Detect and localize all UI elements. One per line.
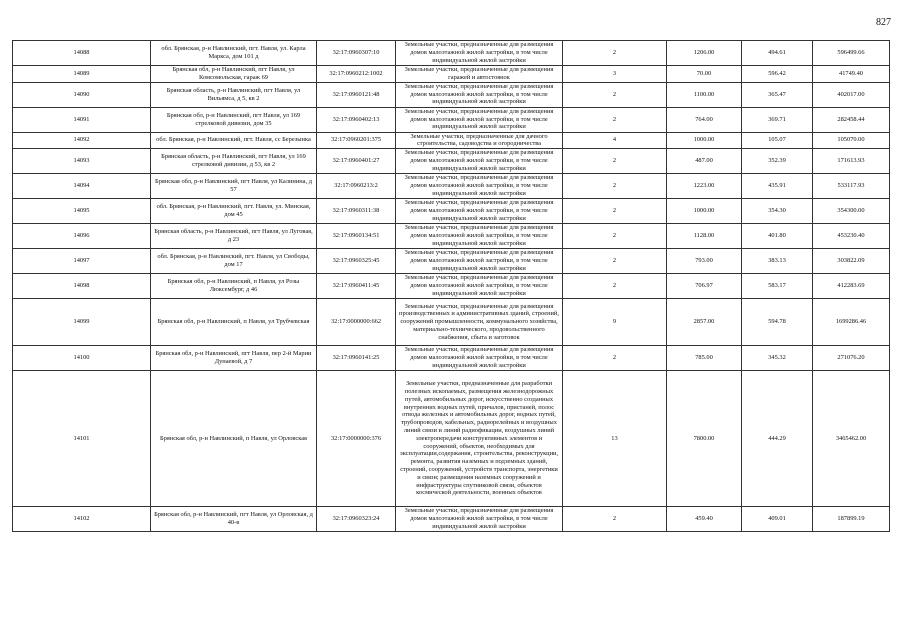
area-cell: 7800.00 <box>667 371 742 507</box>
row-number: 14096 <box>13 224 151 249</box>
specific-value-cell: 435.91 <box>742 174 813 199</box>
cadastral-number-cell: 32:17:0000000:376 <box>317 371 396 507</box>
cadastral-value-cell: 303822.09 <box>813 249 890 274</box>
land-use-purpose-cell: Земельные участки, предназначенные для размещения домов малоэтажной жилой застройки, в том числе индивидуальной жилой застройки <box>396 507 563 532</box>
specific-value-cell: 494.61 <box>742 41 813 66</box>
cadastral-value-cell: 402017.00 <box>813 82 890 107</box>
specific-value-cell: 354.30 <box>742 199 813 224</box>
address-cell: Брянская обл, р-н Навлинский, пгт Навля, ул 169 стрелковой дивизии, дом 35 <box>151 107 317 132</box>
specific-value-cell: 105.07 <box>742 132 813 149</box>
cadastral-number-cell: 32:17:0960411:45 <box>317 274 396 299</box>
group-code-cell: 2 <box>563 224 667 249</box>
group-code-cell: 2 <box>563 199 667 224</box>
row-number: 14101 <box>13 371 151 507</box>
table-row <box>13 174 890 199</box>
table-row <box>13 107 890 132</box>
area-cell: 785.00 <box>667 346 742 371</box>
land-use-purpose-cell: Земельные участки, предназначенные для размещения домов малоэтажной жилой застройки, в том числе индивидуальной жилой застройки <box>396 224 563 249</box>
address-cell: Брянская обл, р-н Навлинский, п Навля, ул Трубчевская <box>151 299 317 346</box>
cadastral-value-cell: 41749.40 <box>813 66 890 83</box>
cadastral-value-cell: 3465462.00 <box>813 371 890 507</box>
group-code-cell: 2 <box>563 249 667 274</box>
area-cell: 2857.00 <box>667 299 742 346</box>
cadastral-value-cell: 271076.20 <box>813 346 890 371</box>
specific-value-cell: 444.29 <box>742 371 813 507</box>
area-cell: 1100.00 <box>667 82 742 107</box>
address-cell: обл. Брянская, р-н Навлинский, пгт. Навля, ул. Минская, дом 45 <box>151 199 317 224</box>
land-use-purpose-cell: Земельные участки, предназначенные для размещения домов малоэтажной жилой застройки, в том числе индивидуальной жилой застройки <box>396 41 563 66</box>
cadastral-number-cell: 32:17:0960323:24 <box>317 507 396 532</box>
cadastral-value-cell: 533117.93 <box>813 174 890 199</box>
table-row <box>13 299 890 346</box>
table-row <box>13 199 890 224</box>
table-row <box>13 346 890 371</box>
specific-value-cell: 345.32 <box>742 346 813 371</box>
cadastral-value-cell: 105070.00 <box>813 132 890 149</box>
address-cell: Брянская обл, р-н Навлинский, пгт Навля, пер 2-й Марии Дунаевой, д 7 <box>151 346 317 371</box>
cadastral-number-cell: 32:17:0960121:48 <box>317 82 396 107</box>
land-use-purpose-cell: Земельные участки, предназначенные для размещения гаражей и автостоянок <box>396 66 563 83</box>
land-use-purpose-cell: Земельные участки, предназначенные для размещения домов малоэтажной жилой застройки, в том числе индивидуальной жилой застройки <box>396 249 563 274</box>
land-use-purpose-cell: Земельные участки, предназначенные для размещения домов малоэтажной жилой застройки, в том числе индивидуальной жилой застройки <box>396 149 563 174</box>
cadastral-number-cell: 32:17:0960134:51 <box>317 224 396 249</box>
row-number: 14102 <box>13 507 151 532</box>
table-row <box>13 224 890 249</box>
specific-value-cell: 383.13 <box>742 249 813 274</box>
cadastral-value-cell: 596499.66 <box>813 41 890 66</box>
page-number: 827 <box>876 17 891 28</box>
land-use-purpose-cell: Земельные участки, предназначенные для размещения домов малоэтажной жилой застройки, в том числе индивидуальной жилой застройки <box>396 174 563 199</box>
area-cell: 70.00 <box>667 66 742 83</box>
address-cell: Брянская обл, р-н Навлинский, пгт Навля, ул Комсомольская, гараж 69 <box>151 66 317 83</box>
table-row <box>13 132 890 149</box>
table-row <box>13 149 890 174</box>
land-use-purpose-cell: Земельные участки, предназначенные для размещения домов малоэтажной жилой застройки, в том числе индивидуальной жилой застройки <box>396 199 563 224</box>
cadastral-value-cell: 453230.40 <box>813 224 890 249</box>
group-code-cell: 2 <box>563 82 667 107</box>
specific-value-cell: 401.80 <box>742 224 813 249</box>
row-number: 14097 <box>13 249 151 274</box>
cadastral-value-cell: 354300.00 <box>813 199 890 224</box>
land-use-purpose-cell: Земельные участки, предназначенные для размещения домов малоэтажной жилой застройки, в том числе индивидуальной жилой застройки <box>396 346 563 371</box>
specific-value-cell: 594.78 <box>742 299 813 346</box>
cadastral-number-cell: 32:17:0960311:38 <box>317 199 396 224</box>
land-use-purpose-cell: Земельные участки, предназначенные для дачного строительства, садоводства и огородничества <box>396 132 563 149</box>
area-cell: 1000.00 <box>667 132 742 149</box>
area-cell: 1128.00 <box>667 224 742 249</box>
table-row <box>13 82 890 107</box>
address-cell: обл. Брянская, р-н Навлинский, пгт. Навля, ул. Карла Маркса, дом 101 д <box>151 41 317 66</box>
area-cell: 706.97 <box>667 274 742 299</box>
land-use-purpose-cell: Земельные участки, предназначенные для размещения домов малоэтажной жилой застройки, в том числе индивидуальной жилой застройки <box>396 107 563 132</box>
specific-value-cell: 596.42 <box>742 66 813 83</box>
row-number: 14099 <box>13 299 151 346</box>
address-cell: Брянская область, р-н Навлинский, пгт Навля, ул Луговая, д 23 <box>151 224 317 249</box>
cadastral-number-cell: 32:17:0960213:2 <box>317 174 396 199</box>
cadastral-number-cell: 32:17:0960401:27 <box>317 149 396 174</box>
address-cell: обл. Брянская, р-н Навлинский, пгт. Навля, сс Березынка <box>151 132 317 149</box>
group-code-cell: 2 <box>563 274 667 299</box>
specific-value-cell: 409.01 <box>742 507 813 532</box>
address-cell: Брянская область, р-н Навлинский, пгт Навля, ул Вильямса, д 5, кв 2 <box>151 82 317 107</box>
cadastral-value-cell: 282458.44 <box>813 107 890 132</box>
group-code-cell: 2 <box>563 107 667 132</box>
group-code-cell: 9 <box>563 299 667 346</box>
cadastral-number-cell: 32:17:0960325:45 <box>317 249 396 274</box>
row-number: 14100 <box>13 346 151 371</box>
address-cell: Брянская обл, р-н Навлинский, пгт Навля, ул Орловская, д 40-в <box>151 507 317 532</box>
group-code-cell: 3 <box>563 66 667 83</box>
area-cell: 487.00 <box>667 149 742 174</box>
table-row <box>13 507 890 532</box>
specific-value-cell: 352.39 <box>742 149 813 174</box>
group-code-cell: 2 <box>563 174 667 199</box>
group-code-cell: 13 <box>563 371 667 507</box>
row-number: 14094 <box>13 174 151 199</box>
group-code-cell: 2 <box>563 149 667 174</box>
cadastral-value-cell: 171613.93 <box>813 149 890 174</box>
group-code-cell: 2 <box>563 507 667 532</box>
row-number: 14093 <box>13 149 151 174</box>
cadastral-number-cell: 32:17:0960212:1002 <box>317 66 396 83</box>
row-number: 14095 <box>13 199 151 224</box>
group-code-cell: 2 <box>563 41 667 66</box>
table-row <box>13 249 890 274</box>
row-number: 14098 <box>13 274 151 299</box>
row-number: 14092 <box>13 132 151 149</box>
address-cell: Брянская обл, р-н Навлинский, пгт Навля, ул Калинина, д 57 <box>151 174 317 199</box>
specific-value-cell: 583.17 <box>742 274 813 299</box>
address-cell: Брянская обл, р-н Навлинский, п Навля, ул Розы Люксембург, д 46 <box>151 274 317 299</box>
specific-value-cell: 369.71 <box>742 107 813 132</box>
cadastral-number-cell: 32:17:0000000:662 <box>317 299 396 346</box>
group-code-cell: 2 <box>563 346 667 371</box>
row-number: 14088 <box>13 41 151 66</box>
area-cell: 764.00 <box>667 107 742 132</box>
table-row <box>13 274 890 299</box>
cadastral-number-cell: 32:17:0960307:10 <box>317 41 396 66</box>
table-row <box>13 66 890 83</box>
cadastral-value-cell: 187899.19 <box>813 507 890 532</box>
cadastral-number-cell: 32:17:0960141:25 <box>317 346 396 371</box>
area-cell: 1223.00 <box>667 174 742 199</box>
address-cell: обл. Брянская, р-н Навлинский, пгт. Навля, ул Свободы, дом 17 <box>151 249 317 274</box>
address-cell: Брянская область, р-н Навлинский, пгт Навля, ул 169 стрелковой дивизии, д 53, кв 2 <box>151 149 317 174</box>
specific-value-cell: 365.47 <box>742 82 813 107</box>
row-number: 14090 <box>13 82 151 107</box>
row-number: 14089 <box>13 66 151 83</box>
cadastral-number-cell: 32:17:0960402:13 <box>317 107 396 132</box>
land-use-purpose-cell: Земельные участки, предназначенные для размещения домов малоэтажной жилой застройки, в том числе индивидуальной жилой застройки <box>396 82 563 107</box>
address-cell: Брянская обл, р-н Навлинский, п Навля, ул Орловская <box>151 371 317 507</box>
table-row <box>13 371 890 507</box>
row-number: 14091 <box>13 107 151 132</box>
table-row <box>13 41 890 66</box>
area-cell: 1000.00 <box>667 199 742 224</box>
cadastral-value-cell: 1699286.46 <box>813 299 890 346</box>
area-cell: 793.00 <box>667 249 742 274</box>
area-cell: 459.40 <box>667 507 742 532</box>
land-use-purpose-cell: Земельные участки, предназначенные для разработки полезных ископаемых, размещения железнодорожных путей, автомобильных дорог, искусственно созданных внутренних водных путей, причалов, пристаней, полос отвода железных и автомобильных дорог, водных путей, трубопроводов, кабельных, радиорелейных и воздушных линий связи и линий радиофикации, воздушных линий электропередачи конструктивных элементов и сооружений, объектов, необходимых для эксплуатации,содержания, строительства, реконструкции, ремонта, развития наземных и подземных зданий, строений, сооружений, устройств транспорта, энергетики и связи; размещения наземных сооружений и инфраструктуры спутниковой связи, объектов космической деятельности, военных объектов <box>396 371 563 507</box>
group-code-cell: 4 <box>563 132 667 149</box>
cadastral-value-cell: 412283.69 <box>813 274 890 299</box>
area-cell: 1206.00 <box>667 41 742 66</box>
cadastral-number-cell: 32:17:0960201:375 <box>317 132 396 149</box>
land-use-purpose-cell: Земельные участки, предназначенные для размещения домов малоэтажной жилой застройки, в том числе индивидуальной жилой застройки <box>396 274 563 299</box>
land-registry-table <box>12 40 890 532</box>
land-use-purpose-cell: Земельные участки, предназначенные для размещения производственных и административных зданий, строений, сооружений промышленности, коммунального хозяйства, материально-технического, продовольственного снабжения, сбыта и заготовок <box>396 299 563 346</box>
